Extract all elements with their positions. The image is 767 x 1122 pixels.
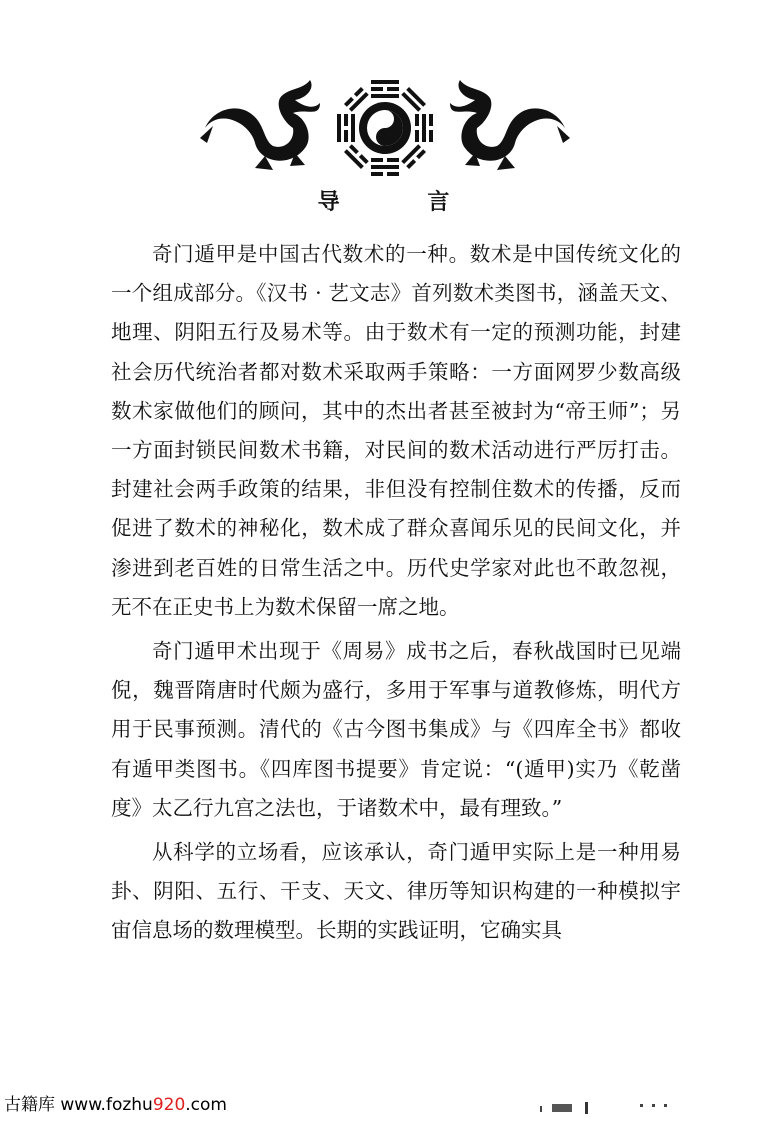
scan-marks xyxy=(540,1098,690,1118)
paragraph-3: 从科学的立场看，应该承认，奇门遁甲实际上是一种用易卦、阴阳、五行、干支、天文、律历等知识构建的一种模拟宇宙信息场的数理模型。长期的实践证明，它确实具 xyxy=(111,840,681,943)
footer-url-suffix: .com xyxy=(185,1095,227,1115)
footer-site-label: 古籍库 xyxy=(4,1095,55,1115)
paragraph-1: 奇门遁甲是中国古代数术的一种。数术是中国传统文化的一个组成部分。《汉书 · 艺文志》首列数术类图书，涵盖天文、地理、阴阳五行及易术等。由于数术有一定的预测功能，封建社会历代统治者都对数术采取两手策略：一方面网罗少数高级数术家做他们的顾问，其中的杰出者甚至被封为“帝王师”；另一方面封锁民间数术书籍，对民间的数术活动进行严厉打击。封建社会两手政策的结果，非但没有控制住数术的传播，反而促进了数术的神秘化，数术成了群众喜闻乐见的民间文化，并渗进到老百姓的日常生活之中。历代史学家对此也不敢忽视，无不在正史书上为数术保留一席之地。 xyxy=(111,242,681,619)
footer-url-number: 920 xyxy=(152,1095,186,1115)
body-text xyxy=(111,235,681,956)
paragraph-2: 奇门遁甲术出现于《周易》成书之后，春秋战国时已见端倪，魏晋隋唐时代颇为盛行，多用于军事与道教修炼，明代方用于民事预测。清代的《古今图书集成》与《四库全书》都收有遁甲类图书。《四库图书提要》肯定说：“(遁甲)实乃《乾凿度》太乙行九宫之法也，于诸数术中，最有理致。” xyxy=(111,639,681,820)
header-ornament xyxy=(195,68,575,193)
page-title: 导 言 xyxy=(317,190,490,215)
right-dragon-icon xyxy=(450,80,570,170)
footer-url-prefix: www.fozhu xyxy=(60,1095,153,1115)
bagua-yinyang-icon xyxy=(337,80,433,176)
footer-watermark xyxy=(4,1090,227,1115)
left-dragon-icon xyxy=(200,80,320,170)
